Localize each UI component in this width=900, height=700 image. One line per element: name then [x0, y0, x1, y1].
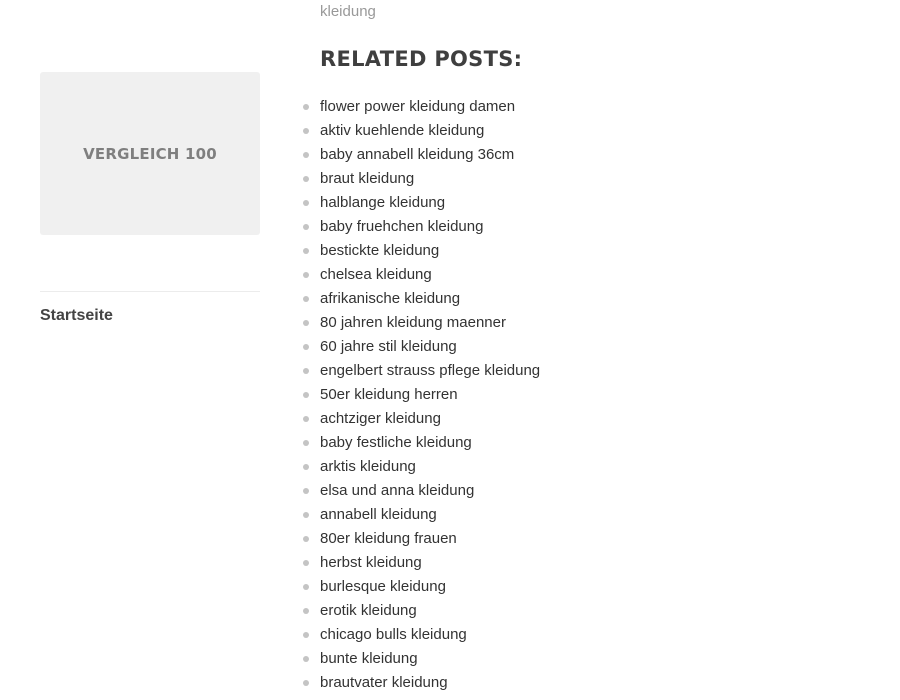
related-post-link[interactable]: herbst kleidung [320, 554, 422, 571]
related-post-item [320, 359, 540, 383]
related-post-item [320, 551, 540, 575]
related-post-item [320, 239, 540, 263]
related-post-item [320, 647, 540, 671]
related-post-item [320, 167, 540, 191]
related-post-link[interactable]: engelbert strauss pflege kleidung [320, 362, 541, 379]
related-post-item [320, 575, 540, 599]
logo-text: VERGLEICH 100 [83, 144, 217, 163]
bullet-icon [303, 536, 309, 542]
bullet-icon [303, 656, 309, 662]
related-post-item [320, 671, 540, 695]
related-post-link[interactable]: 80 jahren kleidung maenner [320, 314, 506, 331]
related-post-link[interactable]: elsa und anna kleidung [320, 482, 475, 499]
related-post-link[interactable]: chelsea kleidung [320, 266, 432, 283]
bullet-icon [303, 512, 309, 518]
bullet-icon [303, 464, 309, 470]
bullet-icon [303, 680, 309, 686]
related-post-item [320, 263, 540, 287]
bullet-icon [303, 248, 309, 254]
related-post-item [320, 623, 540, 647]
bullet-icon [303, 200, 309, 206]
related-post-link[interactable]: annabell kleidung [320, 506, 437, 523]
previous-post-link[interactable]: kleidung [320, 3, 376, 20]
sidebar [40, 72, 260, 325]
related-post-item [320, 287, 540, 311]
related-post-link[interactable]: erotik kleidung [320, 602, 417, 619]
related-post-link[interactable]: braut kleidung [320, 170, 415, 187]
related-post-link[interactable]: baby festliche kleidung [320, 434, 472, 451]
related-post-item [320, 599, 540, 623]
related-post-item [320, 503, 540, 527]
bullet-icon [303, 584, 309, 590]
bullet-icon [303, 488, 309, 494]
related-post-link[interactable]: baby fruehchen kleidung [320, 218, 484, 235]
related-post-item [320, 335, 540, 359]
bullet-icon [303, 224, 309, 230]
related-post-link[interactable]: achtziger kleidung [320, 410, 441, 427]
bullet-icon [303, 176, 309, 182]
related-post-item [320, 95, 540, 119]
bullet-icon [303, 272, 309, 278]
bullet-icon [303, 608, 309, 614]
related-post-link[interactable]: flower power kleidung damen [320, 98, 516, 115]
bullet-icon [303, 344, 309, 350]
bullet-icon [303, 392, 309, 398]
bullet-icon [303, 296, 309, 302]
related-post-item [320, 383, 540, 407]
related-post-item [320, 479, 540, 503]
related-post-link[interactable]: bunte kleidung [320, 650, 418, 667]
bullet-icon [303, 152, 309, 158]
bullet-icon [303, 440, 309, 446]
sidebar-item-startseite[interactable]: Startseite [40, 307, 113, 324]
related-post-link[interactable]: halblange kleidung [320, 194, 446, 211]
related-post-link[interactable]: chicago bulls kleidung [320, 626, 467, 643]
related-post-link[interactable]: brautvater kleidung [320, 674, 448, 691]
related-post-link[interactable]: baby annabell kleidung 36cm [320, 146, 515, 163]
bullet-icon [303, 560, 309, 566]
bullet-icon [303, 128, 309, 134]
related-post-item [320, 407, 540, 431]
related-post-link[interactable]: 60 jahre stil kleidung [320, 338, 457, 355]
site-logo[interactable] [40, 72, 260, 235]
related-post-link[interactable]: 80er kleidung frauen [320, 530, 457, 547]
related-post-item [320, 143, 540, 167]
related-post-item [320, 191, 540, 215]
bullet-icon [303, 416, 309, 422]
bullet-icon [303, 368, 309, 374]
related-posts-heading: RELATED POSTS: [320, 47, 523, 71]
related-post-link[interactable]: arktis kleidung [320, 458, 416, 475]
related-post-link[interactable]: afrikanische kleidung [320, 290, 461, 307]
related-post-link[interactable]: aktiv kuehlende kleidung [320, 122, 485, 139]
related-post-link[interactable]: bestickte kleidung [320, 242, 440, 259]
related-post-item [320, 311, 540, 335]
related-post-item [320, 455, 540, 479]
related-post-item [320, 119, 540, 143]
related-post-link[interactable]: 50er kleidung herren [320, 386, 458, 403]
related-post-item [320, 215, 540, 239]
bullet-icon [303, 632, 309, 638]
related-posts-list [320, 95, 540, 695]
sidebar-divider [40, 291, 260, 292]
related-post-item [320, 431, 540, 455]
bullet-icon [303, 320, 309, 326]
related-post-link[interactable]: burlesque kleidung [320, 578, 446, 595]
bullet-icon [303, 104, 309, 110]
related-post-item [320, 527, 540, 551]
